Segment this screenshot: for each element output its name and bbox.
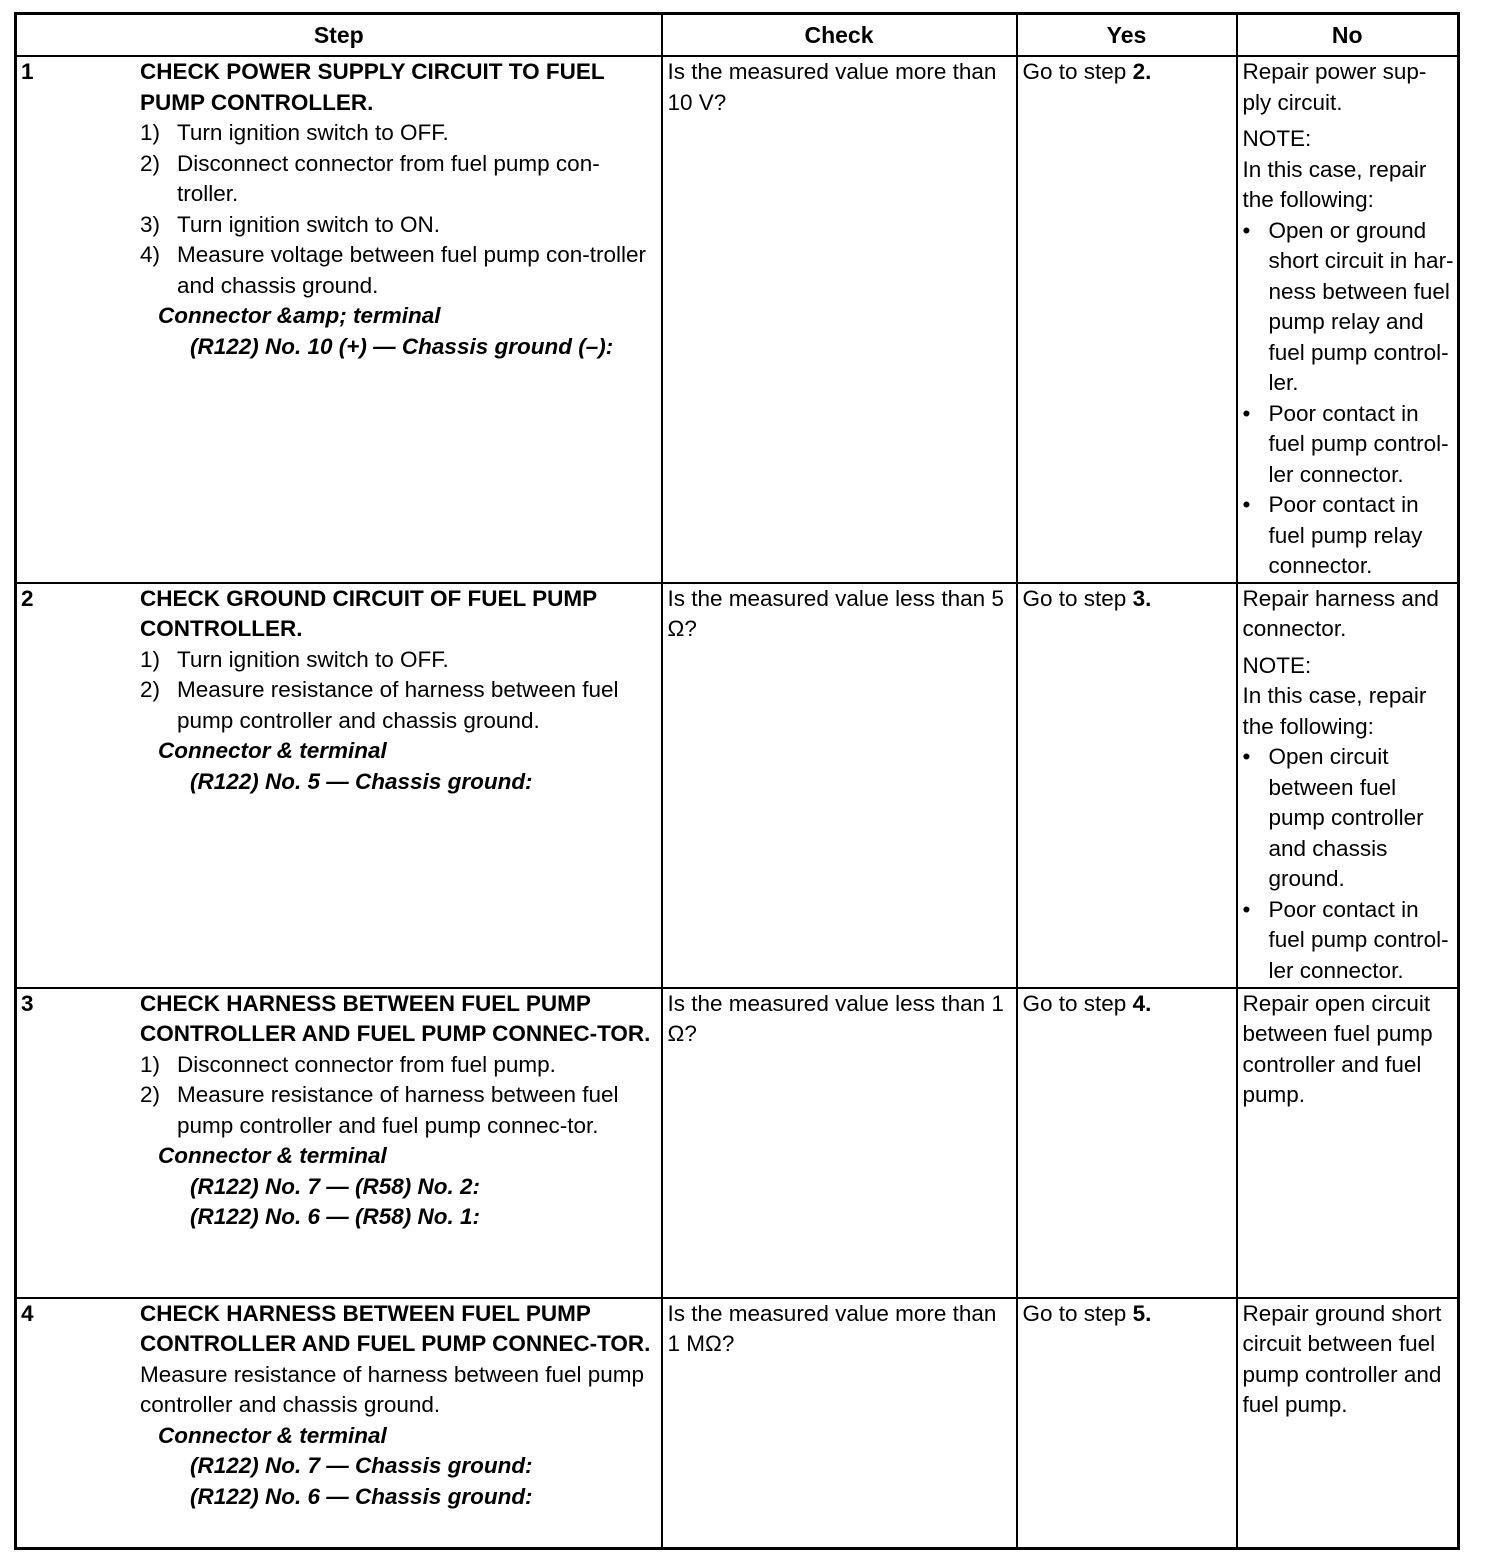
header-no: No xyxy=(1237,14,1459,57)
note-intro: In this case, repair the following: xyxy=(1242,683,1427,739)
note-label: NOTE: xyxy=(1242,126,1312,151)
list-item xyxy=(1243,399,1456,491)
yes-step-ref: 4. xyxy=(1132,990,1152,1016)
step-instructions xyxy=(140,1050,657,1142)
header-yes: Yes xyxy=(1017,14,1237,57)
step-number: 1 xyxy=(21,59,34,84)
no-cell xyxy=(1237,56,1459,583)
no-action: Repair open circuit between fuel pump controller and fuel pump. xyxy=(1242,990,1433,1107)
terminal-spec: (R122) No. 7 — Chassis ground: xyxy=(190,1453,533,1478)
table-row xyxy=(16,583,1459,988)
yes-text: Go to step xyxy=(1022,990,1133,1016)
list-item xyxy=(1243,895,1456,987)
terminal-spec: (R122) No. 7 — (R58) No. 2: xyxy=(190,1173,481,1199)
list-item xyxy=(140,240,657,301)
check-cell xyxy=(662,1298,1017,1549)
yes-action xyxy=(1018,584,1236,615)
yes-cell xyxy=(1017,56,1237,583)
check-question: Is the measured value more than 1 MΩ? xyxy=(667,1300,997,1356)
step-title: CHECK HARNESS BETWEEN FUEL PUMP CONTROLLER AND FUEL PUMP CONNEC-TOR. xyxy=(140,1300,651,1356)
step-title: CHECK POWER SUPPLY CIRCUIT TO FUEL PUMP CONTROLLER. xyxy=(140,59,605,115)
item-text: Measure resistance of harness between fuel pump controller and chassis ground. xyxy=(177,677,619,733)
yes-step-ref: 3. xyxy=(1132,585,1152,611)
no-action: Repair power sup-ply circuit. xyxy=(1242,59,1427,115)
yes-action xyxy=(1018,1299,1236,1330)
no-cell xyxy=(1237,988,1459,1298)
terminal-spec: (R122) No. 10 (+) — Chassis ground (–): xyxy=(190,333,614,359)
bullet-text: Open or ground short circuit in har-ness between fuel pump relay and fuel pump control-ler. xyxy=(1268,217,1454,395)
item-number: 3) xyxy=(140,211,161,237)
connector-label: Connector & terminal xyxy=(158,1143,387,1168)
item-number: 2) xyxy=(140,677,161,702)
bullet-text: Poor contact in fuel pump control-ler connector. xyxy=(1268,896,1449,983)
list-item xyxy=(140,675,657,736)
yes-cell xyxy=(1017,988,1237,1298)
list-item xyxy=(1243,742,1456,895)
step-title: CHECK GROUND CIRCUIT OF FUEL PUMP CONTROLLER. xyxy=(140,585,597,641)
no-action: Repair harness and connector. xyxy=(1242,585,1439,641)
check-question: Is the measured value less than 5 Ω? xyxy=(667,585,1004,641)
list-item xyxy=(140,1050,657,1081)
check-cell xyxy=(662,583,1017,988)
connector-label: Connector & terminal xyxy=(158,1422,387,1448)
item-text: Turn ignition switch to OFF. xyxy=(177,120,449,145)
list-item xyxy=(140,210,657,241)
item-text: Disconnect connector from fuel pump. xyxy=(177,1051,556,1077)
check-question: Is the measured value less than 1 Ω? xyxy=(667,990,1004,1046)
no-cell xyxy=(1237,1298,1459,1549)
connector-label: Connector &amp; terminal xyxy=(158,303,441,328)
yes-step-ref: 2. xyxy=(1132,59,1152,84)
item-text: Turn ignition switch to ON. xyxy=(177,211,441,237)
step-instruction: Measure resistance of harness between fuel pump controller and chassis ground. xyxy=(140,1361,645,1417)
step-number: 2 xyxy=(21,585,34,611)
table-row xyxy=(16,988,1459,1298)
yes-action xyxy=(1018,989,1236,1020)
no-action: Repair ground short circuit between fuel pump controller and fuel pump. xyxy=(1242,1300,1442,1417)
step-cell xyxy=(16,56,662,583)
yes-cell xyxy=(1017,1298,1237,1549)
item-text: Disconnect connector from fuel pump con-troller. xyxy=(177,150,600,206)
table-header-row xyxy=(16,14,1459,57)
check-cell xyxy=(662,56,1017,583)
list-item xyxy=(140,118,657,149)
list-item xyxy=(1243,216,1456,399)
item-number: 1) xyxy=(140,646,161,672)
item-text: Measure resistance of harness between fuel pump controller and fuel pump connec-tor. xyxy=(177,1082,619,1138)
step-number: 4 xyxy=(21,1300,34,1326)
diagnostic-table xyxy=(14,12,1460,1550)
header-step: Step xyxy=(16,14,662,57)
bullet-icon: • xyxy=(1242,896,1251,922)
list-item xyxy=(140,149,657,210)
bullet-icon: • xyxy=(1242,400,1251,426)
item-number: 4) xyxy=(140,242,161,267)
item-number: 2) xyxy=(140,150,161,176)
terminal-spec: (R122) No. 6 — (R58) No. 1: xyxy=(190,1204,481,1229)
bullet-icon: • xyxy=(1242,492,1251,517)
yes-action xyxy=(1018,57,1236,88)
list-item xyxy=(1243,490,1456,582)
step-cell xyxy=(16,1298,662,1549)
yes-text: Go to step xyxy=(1022,59,1133,84)
item-number: 2) xyxy=(140,1082,161,1107)
item-number: 1) xyxy=(140,120,161,145)
connector-label: Connector & terminal xyxy=(158,738,387,763)
bullet-icon: • xyxy=(1242,217,1251,243)
step-number: 3 xyxy=(21,990,34,1016)
terminal-spec: (R122) No. 6 — Chassis ground: xyxy=(190,1483,533,1509)
item-text: Turn ignition switch to OFF. xyxy=(177,646,449,672)
no-cell xyxy=(1237,583,1459,988)
yes-text: Go to step xyxy=(1022,585,1133,611)
check-question: Is the measured value more than 10 V? xyxy=(667,59,997,115)
step-title: CHECK HARNESS BETWEEN FUEL PUMP CONTROLLER AND FUEL PUMP CONNEC-TOR. xyxy=(140,990,651,1046)
item-text: Measure voltage between fuel pump con-troller and chassis ground. xyxy=(177,242,647,298)
step-cell xyxy=(16,583,662,988)
list-item xyxy=(140,1080,657,1141)
step-instructions xyxy=(140,645,657,737)
yes-step-ref: 5. xyxy=(1132,1300,1152,1326)
note-intro: In this case, repair the following: xyxy=(1242,156,1427,212)
step-instructions xyxy=(140,118,657,301)
check-cell xyxy=(662,988,1017,1298)
table-row xyxy=(16,56,1459,583)
bullet-text: Poor contact in fuel pump relay connector. xyxy=(1268,492,1423,578)
list-item xyxy=(140,645,657,676)
bullet-icon: • xyxy=(1242,744,1251,769)
terminal-spec: (R122) No. 5 — Chassis ground: xyxy=(190,768,533,794)
header-check: Check xyxy=(662,14,1017,57)
bullet-text: Open circuit between fuel pump controller and chassis ground. xyxy=(1268,744,1424,891)
item-number: 1) xyxy=(140,1051,161,1077)
yes-text: Go to step xyxy=(1022,1300,1133,1326)
yes-cell xyxy=(1017,583,1237,988)
bullet-text: Poor contact in fuel pump control-ler connector. xyxy=(1268,400,1449,487)
table-row xyxy=(16,1298,1459,1549)
note-label: NOTE: xyxy=(1242,652,1312,678)
step-cell xyxy=(16,988,662,1298)
